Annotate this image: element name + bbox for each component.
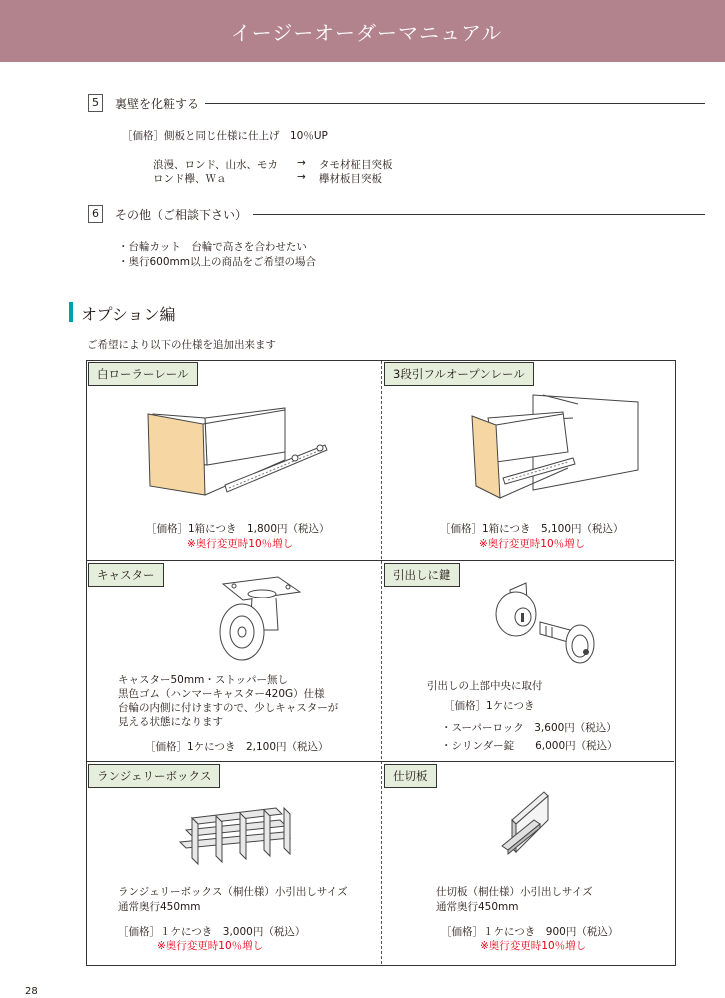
option-price-item: ・スーパーロック 3,600円（税込）: [441, 722, 617, 734]
option-heading: オプション編: [81, 305, 176, 324]
section-5-price: ［価格］側板と同じ仕様に仕上げ 10％UP: [122, 130, 328, 142]
option-price: ［価格］1箱につき 5,100円（税込）: [440, 523, 624, 535]
grid-divider: [381, 361, 382, 964]
option-desc: 仕切板（桐仕様）小引出しサイズ: [436, 886, 593, 898]
partition-board-illustration: [494, 790, 562, 862]
row-right: 欅材板目突板: [319, 173, 382, 185]
section-6-heading: [88, 205, 705, 223]
option-note: ※奥行変更時10％増し: [157, 940, 264, 952]
option-desc: 黒色ゴム（ハンマーキャスター420G）仕様: [118, 688, 325, 700]
option-price: ［価格］1箱につき 1,800円（税込）: [146, 523, 330, 535]
arrow: →: [297, 171, 306, 183]
page-number: 28: [25, 986, 38, 997]
option-price: ［価格］１ケにつき 3,000円（税込）: [118, 926, 306, 938]
grid-divider: [87, 560, 674, 561]
section-number: 5: [88, 94, 103, 112]
drawer-with-roller-rail-illustration: [145, 400, 345, 500]
page-header: [0, 0, 725, 62]
section-title: 裏壁を化粧する: [115, 96, 200, 111]
option-note: ※奥行変更時10％増し: [479, 538, 586, 550]
list-item: ・台輪カット 台輪で高さを合わせたい: [118, 241, 307, 253]
option-label-drawer-lock: 引出しに鍵: [384, 563, 460, 587]
option-label-white-roller: 白ローラーレール: [88, 362, 198, 386]
option-heading-bar: [69, 302, 73, 322]
row-right: タモ材柾目突板: [319, 159, 393, 171]
option-desc: 引出しの上部中央に取付: [427, 680, 543, 692]
section-title: その他（ご相談下さい）: [115, 207, 248, 222]
option-label-lingerie-box: ランジェリーボックス: [88, 764, 220, 788]
divider-line: [253, 214, 705, 215]
option-label-partition: 仕切板: [384, 764, 437, 788]
option-desc: 通常奥行450mm: [436, 901, 519, 913]
option-price-item: ・シリンダー錠 6,000円（税込）: [441, 740, 618, 752]
list-item: ・奥行600mm以上の商品をご希望の場合: [118, 256, 316, 268]
grid-divider: [87, 761, 674, 762]
divider-line: [205, 103, 705, 104]
section-5-heading: [88, 94, 705, 112]
option-desc: キャスター50mm・ストッパー無し: [118, 674, 289, 686]
drawer-lock-illustration: [488, 580, 608, 670]
full-open-rail-drawer-illustration: [468, 390, 643, 500]
option-desc: ランジェリーボックス（桐仕様）小引出しサイズ: [118, 886, 348, 898]
option-desc: 通常奥行450mm: [118, 901, 201, 913]
row-left: 浪漫、ロンド、山水、モカ: [153, 159, 279, 171]
option-intro: ご希望により以下の仕様を追加出来ます: [87, 339, 276, 351]
option-price: ［価格］１ケにつき 900円（税込）: [441, 926, 619, 938]
option-label-three-step-rail: 3段引フルオープンレール: [384, 362, 534, 386]
option-desc: 台輪の内側に付けますので、少しキャスターが: [118, 702, 339, 714]
option-price-label: ［価格］1ケにつき: [444, 700, 535, 712]
section-number: 6: [88, 205, 103, 223]
page-title: イージーオーダーマニュアル: [230, 20, 503, 45]
arrow: →: [297, 157, 306, 169]
option-desc: 見える状態になります: [118, 716, 223, 728]
option-label-caster: キャスター: [88, 563, 164, 587]
option-price: ［価格］1ケにつき 2,100円（税込）: [145, 741, 329, 753]
caster-wheel-illustration: [208, 572, 308, 664]
option-note: ※奥行変更時10％増し: [480, 940, 587, 952]
lingerie-box-grid-illustration: [172, 800, 296, 872]
row-left: ロンド欅、Ｗａ: [153, 173, 227, 185]
option-note: ※奥行変更時10％増し: [187, 538, 294, 550]
